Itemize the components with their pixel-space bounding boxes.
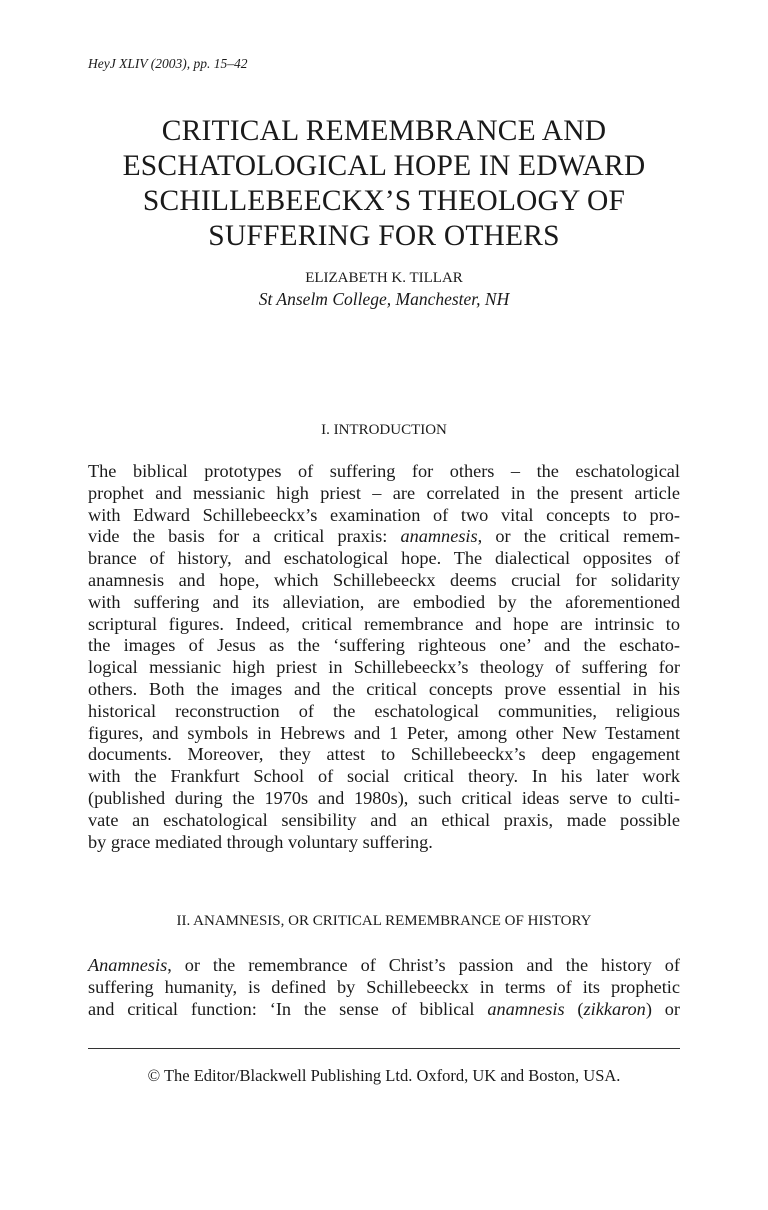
italic-term: anamnesis [487, 998, 565, 1019]
text-line: figures, and symbols in Hebrews and 1 Peter, among other New Testament [88, 722, 680, 743]
text-line: (published during the 1970s and 1980s), such critical ideas serve to culti- [88, 787, 680, 808]
title-line: CRITICAL REMEMBRANCE AND [161, 115, 607, 147]
running-head: HeyJ XLIV (2003), pp. 15–42 [88, 56, 248, 71]
text-line: with suffering and its alleviation, are embodied by the aforementioned [88, 591, 680, 612]
title-line: SCHILLEBEECKX’S THEOLOGY OF [142, 185, 626, 217]
article-title [88, 114, 680, 254]
text-line: scriptural figures. Indeed, critical remembrance and hope are intrinsic to [88, 613, 680, 634]
text-line: by grace mediated through voluntary suffering. [88, 831, 433, 852]
text-line: the images of Jesus as the ‘suffering righteous one’ and the eschato- [88, 635, 680, 656]
text-line: suffering humanity, is defined by Schillebeeckx in terms of its prophetic [88, 976, 680, 997]
text-segment: ) or [645, 998, 680, 1019]
text-segment: and critical function: ‘In the sense of biblical [88, 998, 488, 1019]
author-name: ELIZABETH K. TILLAR [305, 270, 463, 286]
author-affiliation: St Anselm College, Manchester, NH [258, 289, 510, 309]
text-line: others. Both the images and the critical concepts prove essential in his [88, 678, 680, 699]
text-line: anamnesis and hope, which Schillebeeckx deems crucial for solidarity [88, 569, 680, 590]
section-heading-anamnesis: II. ANAMNESIS, OR CRITICAL REMEMBRANCE OF HISTORY [176, 913, 592, 929]
text-line: with the Frankfurt School of social critical theory. In his later work [88, 766, 680, 787]
text-line: documents. Moreover, they attest to Schillebeeckx’s deep engagement [88, 744, 680, 765]
text-line [88, 955, 680, 977]
text-segment: , or the remembrance of Christ’s passion and the history of [167, 955, 680, 975]
text-segment: vide the basis for a critical praxis: [88, 526, 401, 547]
title-line: SUFFERING FOR OTHERS [208, 220, 560, 252]
text-line: prophet and messianic high priest – are correlated in the present article [88, 482, 680, 503]
footer-rule [88, 1048, 680, 1049]
copyright-notice: © The Editor/Blackwell Publishing Ltd. Oxford, UK and Boston, USA. [147, 1066, 621, 1085]
title-line: ESCHATOLOGICAL HOPE IN EDWARD [122, 150, 646, 182]
text-line [88, 999, 680, 1021]
italic-term: Anamnesis [88, 955, 168, 975]
introduction-paragraph [88, 461, 680, 853]
text-segment: ( [564, 998, 584, 1019]
italic-term: zikkaron [583, 998, 646, 1019]
text-line: historical reconstruction of the eschatological communities, religious [88, 700, 680, 721]
text-line: logical messianic high priest in Schillebeeckx’s theology of suffering for [88, 657, 680, 678]
text-line [88, 526, 680, 548]
italic-term: anamnesis [400, 526, 478, 547]
anamnesis-paragraph [88, 955, 680, 1020]
text-line: brance of history, and eschatological hope. The dialectical opposites of [88, 548, 680, 569]
text-line: vate an eschatological sensibility and an ethical praxis, made possible [88, 809, 680, 830]
text-line: with Edward Schillebeeckx’s examination of two vital concepts to pro- [88, 504, 680, 525]
text-segment: , or the critical remem- [477, 526, 680, 547]
text-line: The biblical prototypes of suffering for others – the eschatological [88, 461, 680, 481]
section-heading-introduction: I. INTRODUCTION [321, 422, 447, 438]
